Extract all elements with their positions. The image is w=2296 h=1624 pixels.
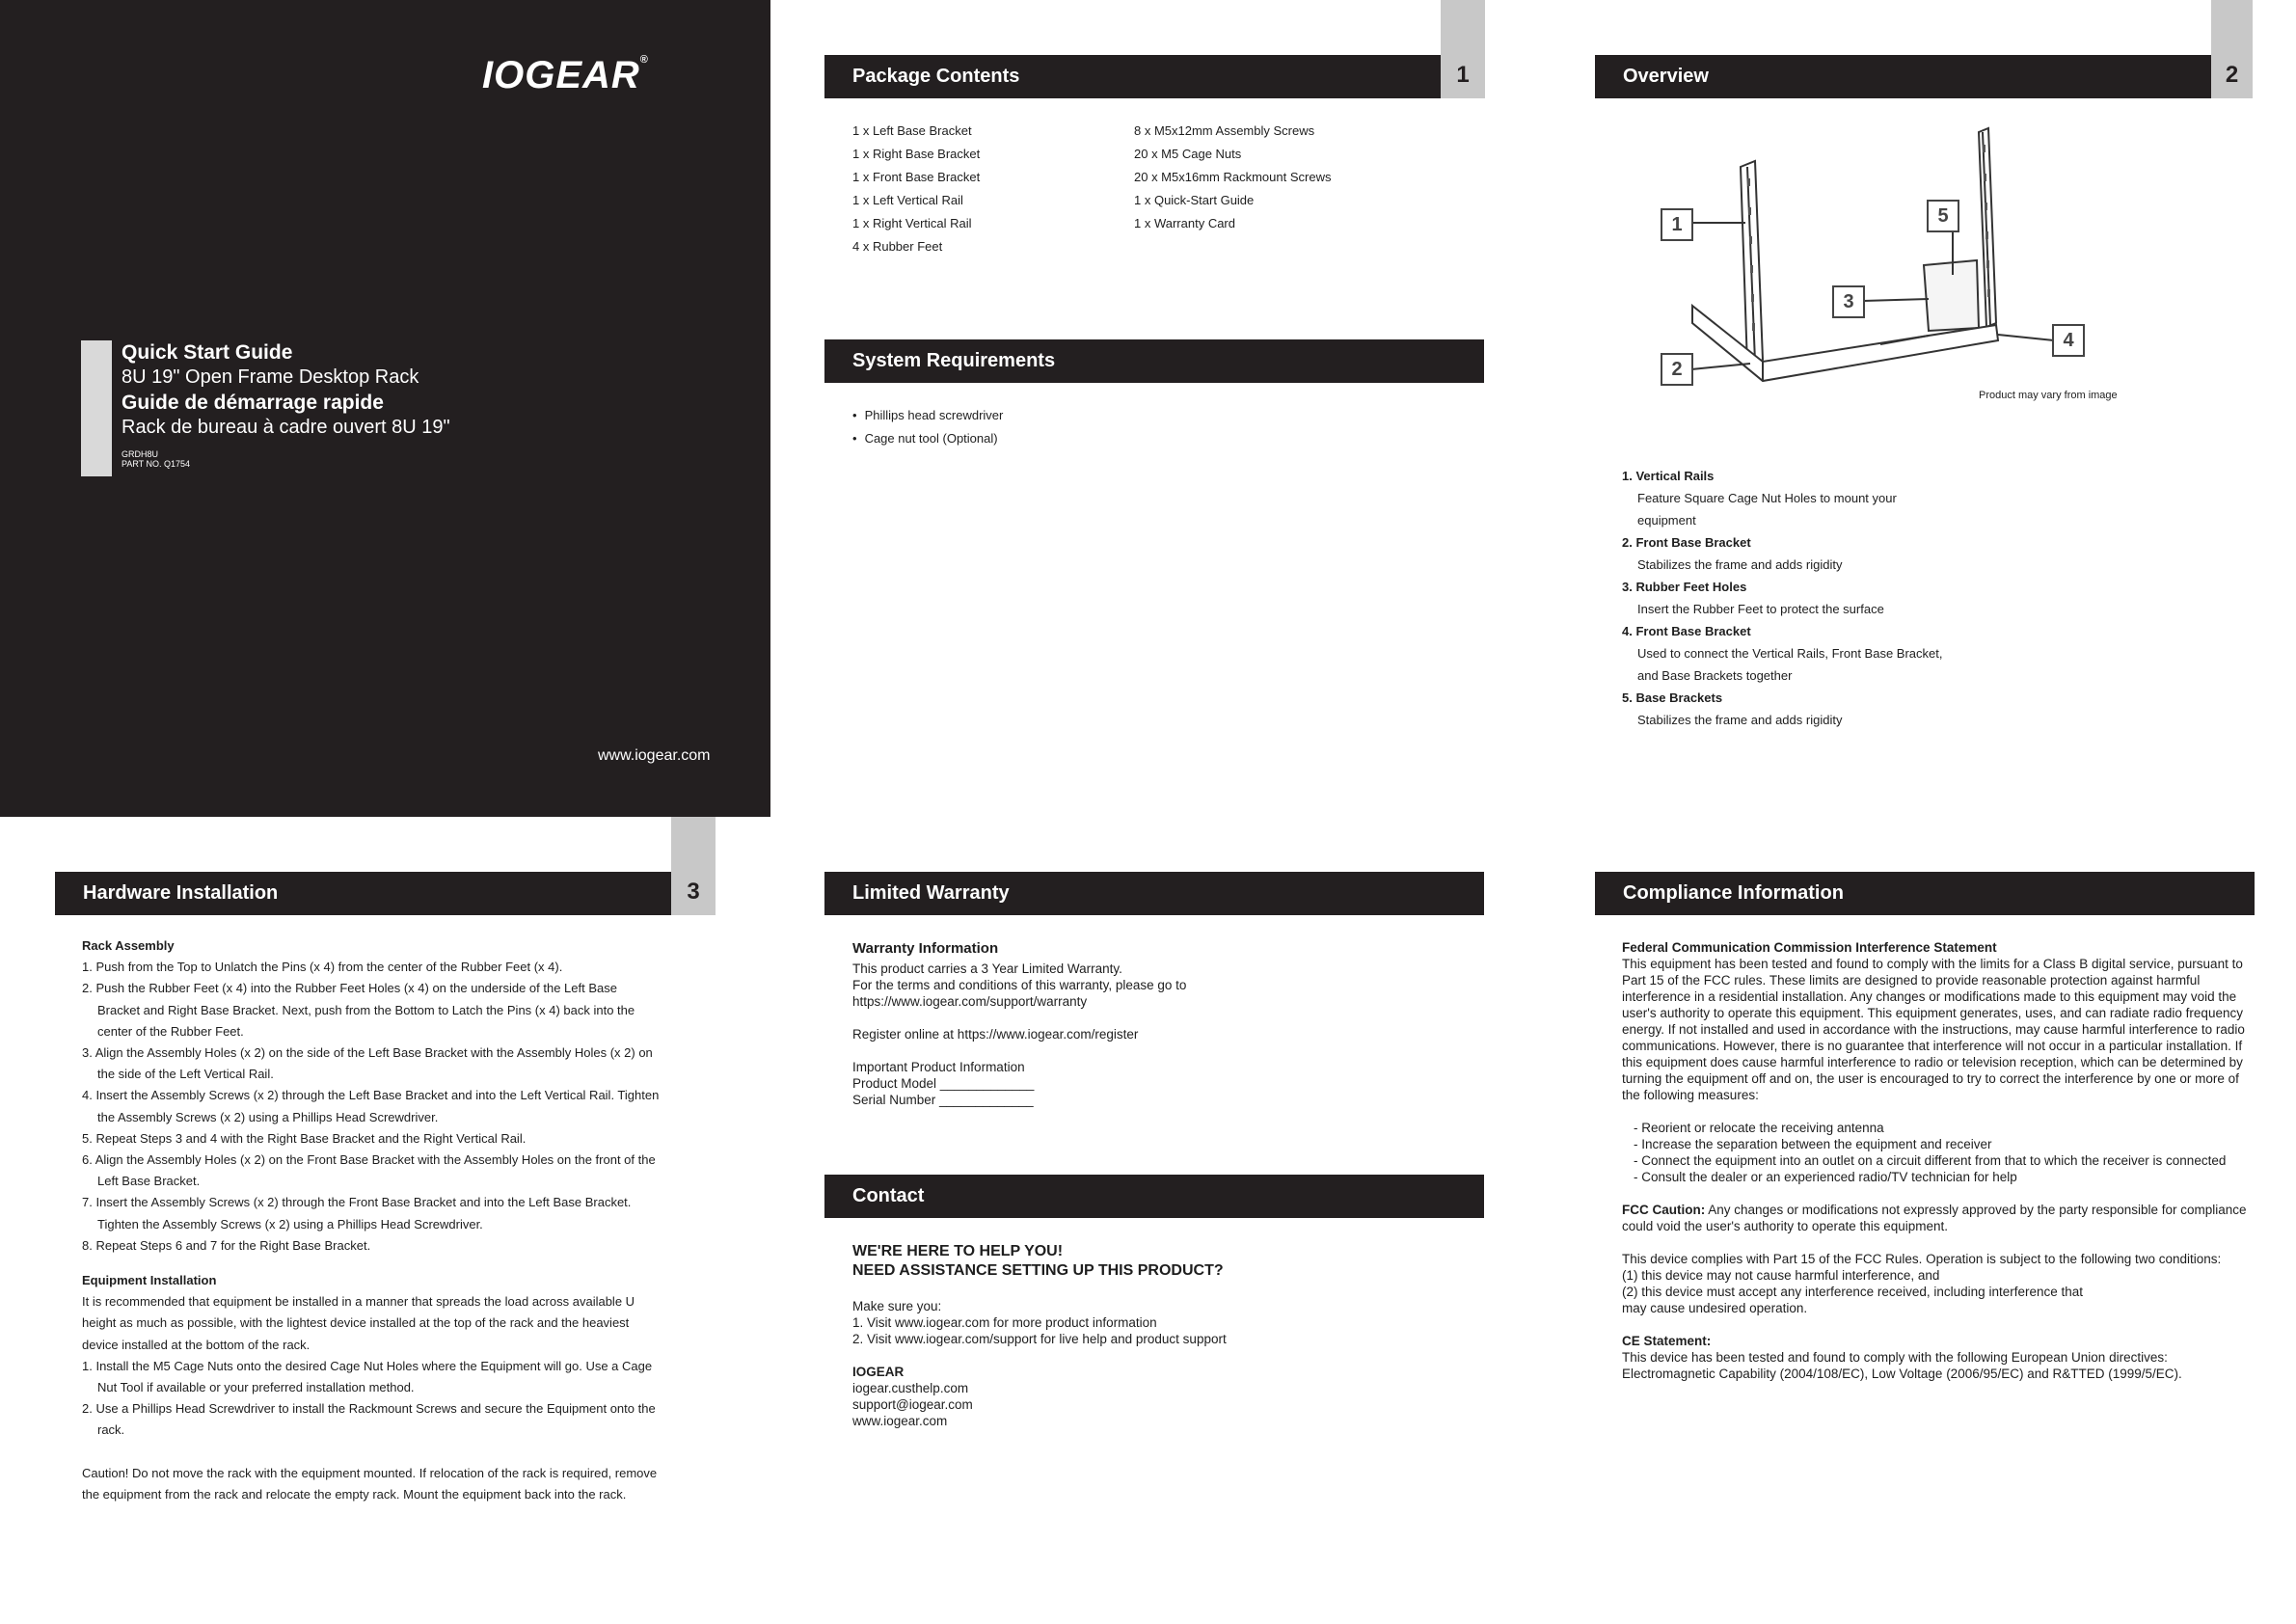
overview-item-title: 4. Front Base Bracket [1622,624,1751,638]
contact-header: Contact [824,1175,1484,1218]
list-item: 4. Insert the Assembly Screws (x 2) through the Left Base Bracket and into the Left Vertical Rail. Tighten the Assembly Screws (x 2) using a Phillips Head Screwdriver. [82,1088,660,1124]
overview-item-desc: Used to connect the Vertical Rails, Front Base Bracket, [1637,646,1943,661]
requirements-list [852,404,1003,450]
serial-number-field: Serial Number _____________ [852,1093,1034,1107]
overview-header: Overview [1595,55,2211,98]
ce-line: Electromagnetic Capability (2004/108/EC), Low Voltage (2006/95/EC) and R&TTED (1999/5/EC). [1622,1367,2182,1381]
brand-name: IOGEAR [482,54,640,96]
list-item: 1. Install the M5 Cage Nuts onto the desired Cage Nut Holes where the Equipment will go. Use a Cage Nut Tool if available or your preferred installation method. [82,1358,653,1395]
list-item: • Phillips head screwdriver [852,404,1003,427]
overview-item-desc: and Base Brackets together [1637,668,1793,683]
list-item: 2. Use a Phillips Head Screwdriver to install the Rackmount Screws and secure the Equipment onto the rack. [82,1401,656,1438]
cover-model: GRDH8U [122,449,159,459]
product-model-field: Product Model _____________ [852,1076,1035,1091]
compliance-header: Compliance Information [1595,872,2255,915]
package-contents-header: Package Contents [824,55,1441,98]
list-item: - Connect the equipment into an outlet on a circuit different from that to which the receiver is connected [1634,1153,2227,1168]
list-item: - Reorient or relocate the receiving antenna [1634,1121,1884,1135]
list-item: 1 x Left Base Bracket [852,123,972,138]
overview-item-title: 1. Vertical Rails [1622,469,1715,483]
important-info: Important Product Information [852,1060,1025,1074]
list-item: 7. Insert the Assembly Screws (x 2) through the Front Base Bracket and into the Left Base Bracket. Tighten the Assembly Screws (x 2) using a Phillips Head Screwdriver. [82,1195,632,1232]
condition-2: (2) this device must accept any interference received, including interference that [1622,1285,2083,1299]
fcc-caution-body: Any changes or modifications not expressly approved by the party responsible for compliance could void the user's authority to operate this equipment. [1622,1203,2247,1233]
list-item: 3. Align the Assembly Holes (x 2) on the side of the Left Base Bracket with the Assembly Holes (x 2) on the side of the Left Vertical Rail. [82,1045,653,1082]
contact-body [852,1242,1470,1429]
register-text[interactable]: Register online at https://www.iogear.com/register [852,1027,1139,1042]
list-item: 5. Repeat Steps 3 and 4 with the Right Base Bracket and the Right Vertical Rail. [82,1130,527,1146]
list-item: 2. Push the Rubber Feet (x 4) into the Rubber Feet Holes (x 4) on the underside of the Left Base Bracket and Right Base Bracket. Next, push from the Bottom to Latch the Pins (x 4) back into the center of the Rubber Feet. [82,981,635,1039]
make-sure-text: Make sure you: [852,1299,942,1313]
callout-1: 1 [1661,208,1693,241]
callout-5: 5 [1927,200,1959,232]
ce-title: CE Statement: [1622,1334,1712,1348]
list-item: 20 x M5 Cage Nuts [1134,147,1242,161]
warranty-body [852,940,1470,1108]
contact-headline-2: NEED ASSISTANCE SETTING UP THIS PRODUCT? [852,1262,1224,1279]
rack-steps [82,957,661,1257]
page-tab-3 [671,817,716,915]
list-item: - Increase the separation between the equipment and receiver [1634,1137,1992,1151]
fcc-caution-label: FCC Caution: [1622,1203,1706,1217]
contact-link[interactable]: www.iogear.com [852,1414,948,1428]
list-item: 4 x Rubber Feet [852,239,943,254]
page-number: 2 [2225,62,2239,88]
condition-1: (1) this device may not cause harmful interference, and [1622,1268,1940,1283]
page-number: 1 [1456,62,1470,88]
overview-list [1622,465,2027,731]
cover-panel [0,0,770,817]
list-item: 1 x Left Vertical Rail [852,193,963,207]
overview-item-desc: Feature Square Cage Nut Holes to mount your [1637,491,1897,505]
part15-text: This device complies with Part 15 of the FCC Rules. Operation is subject to the following two conditions: [1622,1252,2222,1266]
overview-item-title: 5. Base Brackets [1622,690,1723,705]
system-requirements-header: System Requirements [824,339,1484,383]
warranty-subtitle: Warranty Information [852,940,999,957]
overview-item-desc: Insert the Rubber Feet to protect the surface [1637,602,1884,616]
page-tab-1 [1441,0,1485,98]
equipment-intro: It is recommended that equipment be installed in a manner that spreads the load across available U height as much as possible, with the lightest device installed at the top of the rack and the heaviest device installed at the bottom of the rack. [82,1294,635,1352]
contact-link[interactable]: iogear.custhelp.com [852,1381,969,1395]
contact-email[interactable]: support@iogear.com [852,1397,973,1412]
ce-line: This device has been tested and found to comply with the following European Union directives: [1622,1350,2168,1365]
list-item: 2. Visit www.iogear.com/support for live help and product support [852,1332,1227,1346]
warranty-line: This product carries a 3 Year Limited Warranty. [852,961,1122,976]
list-item: 1 x Right Base Bracket [852,147,981,161]
overview-item-title: 3. Rubber Feet Holes [1622,580,1747,594]
package-list-left [852,120,980,258]
list-item: 8 x M5x12mm Assembly Screws [1134,123,1315,138]
overview-item-title: 2. Front Base Bracket [1622,535,1751,550]
image-disclaimer: Product may vary from image [1979,390,2118,401]
list-item: - Consult the dealer or an experienced radio/TV technician for help [1634,1170,2017,1184]
page-tab-2 [2211,0,2253,98]
overview-item-desc: Stabilizes the frame and adds rigidity [1637,557,1843,572]
compliance-body [1622,939,2251,1382]
condition-3: may cause undesired operation. [1622,1301,1808,1315]
hardware-body [82,935,661,1505]
overview-item-desc: Stabilizes the frame and adds rigidity [1637,713,1843,727]
callout-3: 3 [1832,285,1865,318]
overview-item-desc: equipment [1637,513,1696,528]
list-item: 1 x Front Base Bracket [852,170,981,184]
cover-website: www.iogear.com [598,747,711,764]
package-list-right [1134,120,1331,235]
cover-part-no: PART NO. Q1754 [122,459,191,469]
fcc-caution [1622,1202,2251,1234]
inner-base-bracket [1924,260,1979,331]
cover-subtitle-fr: Rack de bureau à cadre ouvert 8U 19" [122,417,450,438]
caution-text: Caution! Do not move the rack with the equipment mounted. If relocation of the rack is required, remove the equipment from the rack and relocate the empty rack. Mount the equipment back into the rack. [82,1465,658,1502]
measures-list [1622,1120,2251,1185]
cover-subtitle-en: 8U 19" Open Frame Desktop Rack [122,366,419,388]
contact-headline-1: WE'RE HERE TO HELP YOU! [852,1243,1064,1259]
list-item: 1 x Right Vertical Rail [852,216,972,230]
rack-assembly-title: Rack Assembly [82,938,175,953]
list-item: 6. Align the Assembly Holes (x 2) on the Front Base Bracket with the Assembly Holes on the front of the Left Base Bracket. [82,1152,656,1189]
list-item: 1 x Warranty Card [1134,216,1235,230]
equipment-installation-title: Equipment Installation [82,1273,217,1288]
rack-illustration [1639,121,2141,410]
list-item: 1. Visit www.iogear.com for more product information [852,1315,1157,1330]
equipment-steps [82,1356,661,1442]
cover-title-en: Quick Start Guide [122,341,293,364]
limited-warranty-header: Limited Warranty [824,872,1484,915]
warranty-link[interactable]: https://www.iogear.com/support/warranty [852,994,1088,1009]
callout-4: 4 [2052,324,2085,357]
right-rail [1979,128,1996,327]
fcc-body: This equipment has been tested and found to comply with the limits for a Class B digital service, pursuant to Part 15 of the FCC rules. These limits are designed to provide reasonable protection against harmful interference in a residential installation. Any changes or modifications made to this equipment may void the user's authority to operate this equipment. This equipment generates, uses, and can radiate radio frequency energy. If not installed and used in accordance with the instructions, may cause harmful interference to radio communications. However, there is no guarantee that interference will not occur in a particular installation. If this equipment does cause harmful interference to radio or television reception, which can be determined by turning the equipment off and on, the user is encouraged to try to correct the interference by one or more of the following measures: [1622,957,2245,1102]
company-name: IOGEAR [852,1365,905,1379]
page-number: 3 [687,879,700,905]
cover-title-fr: Guide de démarrage rapide [122,392,384,414]
list-item: 1 x Quick-Start Guide [1134,193,1255,207]
list-item: 1. Push from the Top to Unlatch the Pins (x 4) from the center of the Rubber Feet (x 4). [82,960,563,975]
iogear-logo: IOGEAR® [482,54,649,96]
list-item: 20 x M5x16mm Rackmount Screws [1134,170,1332,184]
list-item: 8. Repeat Steps 6 and 7 for the Right Base Bracket. [82,1237,371,1253]
fcc-title: Federal Communication Commission Interference Statement [1622,940,1997,955]
warranty-line: For the terms and conditions of this warranty, please go to [852,978,1187,992]
list-item: • Cage nut tool (Optional) [852,427,1003,450]
callout-2: 2 [1661,353,1693,386]
cover-accent-bar [81,340,112,476]
hardware-installation-header: Hardware Installation [55,872,671,915]
